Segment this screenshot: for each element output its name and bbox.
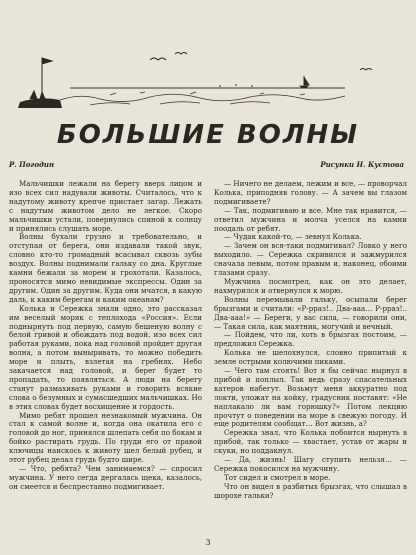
waves bbox=[60, 92, 345, 105]
paragraph: Мальчишки лежали на берегу вверх лицом и изо всех сил надували животы. Считалось, что к надутому животу крепче пристает загар. Лежать с надутым животом дело не легкое. Скоро мальчишки устали, повернулись спиной к солнцу и принялись слушать море. bbox=[9, 180, 202, 233]
shore bbox=[18, 98, 62, 108]
right-column bbox=[214, 180, 407, 535]
paragraph: — Да, жизнь! Шагу ступить нельзя… — Сережка покосился на мужчину. bbox=[214, 455, 407, 473]
paragraph: Что он видел в разбитых брызгах, что слышал в шорохе гальки? bbox=[214, 481, 407, 500]
author-name: Р. Погодин bbox=[9, 160, 55, 169]
spray bbox=[219, 84, 253, 87]
paragraph: Колька и Сережка знали одно, это рассказал им веселый моряк с теплохода «Россия». Если поднырнуть под первую, самую бешеную волну с белой гривой и обождать под водой, изо всех сил работая руками, пока над головой пройдет другая волна, а потом выныривать, то можно победить море и плыть, взлетая на гребнях. Небо закачается над головой, и берег будет то пропадать, то появляться. А люди на берегу станут размахивать руками и говорить всякие слова о безумных и сумасшедших мальчишках. Но в этих словах будет восхищение и гордость. bbox=[9, 303, 202, 411]
birds bbox=[150, 53, 372, 71]
left-column bbox=[9, 180, 202, 535]
seascape-illustration bbox=[0, 0, 416, 120]
illustrator-credit: Рисунки Н. Кустова bbox=[320, 160, 404, 169]
story-title: БОЛЬШИЕ ВОЛНЫ bbox=[56, 120, 360, 150]
boat bbox=[300, 76, 309, 88]
paragraph: — Ничего не делаем, лежим и все, — проворчал Колька, приподняв голову. — А зачем вы глазом подмигиваете? bbox=[214, 180, 407, 206]
paragraph: — Зачем он вся-таки подмигивал? Ловко у него выходило. — Сережка скривился и зажмурился сначала левым, потом правым и, наконец, обоими глазами сразу. bbox=[214, 241, 407, 278]
paragraph: — Пойдем, что ли, хоть в брызгах постоим, — предложил Сережка. bbox=[214, 330, 407, 349]
article-body bbox=[9, 180, 407, 535]
flagpole bbox=[30, 58, 52, 100]
paragraph: Сережка знал, что Колька побоится нырнуть в прибой, так только — хвастает, устав от жары и скуки, но поддакнул. bbox=[214, 428, 407, 456]
paragraph: Колька не шелохнулся, словно припитый к земле острыми колючими пиками. bbox=[214, 348, 407, 367]
paragraph: Волны бухали грузно и требовательно, и отступая от берега, они издавали такой звук, словно кто-то громадный всасывал сквозь зубы воздух. Волны поднимали гальку со дна. Круглые камни бежали за морем и грохотали. Казалось, проносятся мимо невидимые экспрессы. Один за другим. Один за другим. Куда они мчатся, в какую даль, к каким берегам и каким океанам? bbox=[9, 232, 202, 304]
paragraph: — Чего там стоять! Вот я бы сейчас нырнул в прибой и поплыл. Так ведь сразу спасательных катеров набегут. Возьмут меня аккуратно под локти, уложат на койку, градусник поставят: «Не наплакало ли вам горюшку?» Потом лекцию прочтут о поведении на море в свежую погоду. И еще родителям сообщат… Вот жизнь, а? bbox=[214, 366, 407, 429]
paragraph: Тот сидел и смотрел в море. bbox=[224, 472, 331, 482]
paragraph: Мужчина посмотрел, как он это делает, нахмурился и отвернулся к морю. bbox=[214, 276, 407, 295]
paragraph: — Чудак какой-то, — зевнул Колька. bbox=[224, 232, 362, 242]
paragraph: Мимо ребят прошел незнакомый мужчина. Он стал к самой волне и, когда она окатила его с головой до ног, принялся шлепать себя по бокам и бойко растирать грудь. По груди его от правой ключицы наискось к животу шел белый рубец, и этот рубец делал грудь будто шире. bbox=[9, 410, 202, 465]
paragraph: — Что, ребята? Чем занимаемся? — спросил мужчина. У него сегда дергалась щека, казалось, он смеется и беспрестанно подмигивает. bbox=[9, 464, 202, 491]
paragraph: Волны перемывали гальку, осыпали берег брызгами и считали: «Р-рраз!.. Два-ааа… Р-рраз!.. Два-ааа!» — Береги, у вас сила, — говорили они, — Такая сила, как маятник, могучий и вечный. bbox=[214, 294, 407, 331]
paragraph: — Так, подмигиваю и все. Мне так нравится, — ответил мужчина и молча уселся на камни поодаль от ребят. bbox=[214, 205, 407, 233]
page-number: 3 bbox=[205, 538, 211, 547]
